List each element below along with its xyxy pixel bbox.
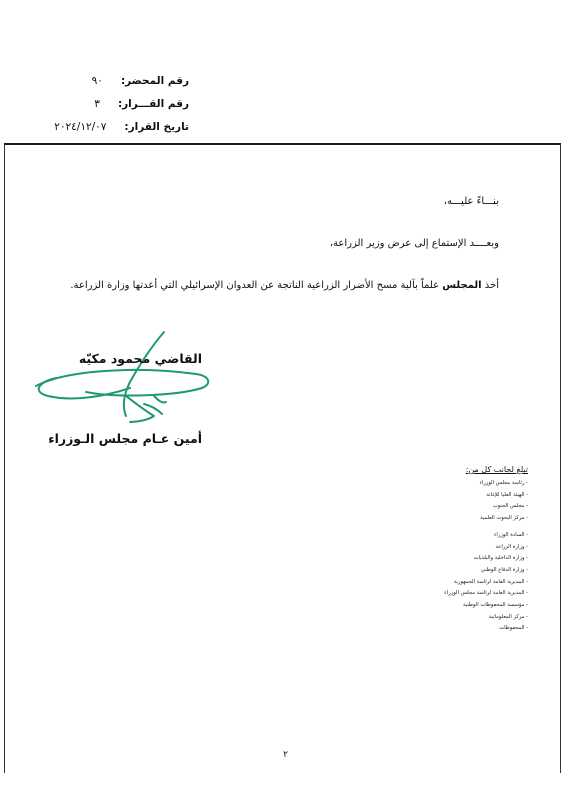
decision-number-row — [94, 98, 189, 110]
record-number-value: ٩٠ — [91, 75, 103, 87]
distribution-item: - مركز البحوث العلمية — [480, 515, 528, 522]
distribution-heading: تبلغ لجانب كل من: — [465, 465, 528, 474]
decision-prefix: أخذ — [484, 280, 499, 291]
decision-date-label: تاريخ القرار: — [124, 121, 189, 133]
distribution-item: - السادة الوزراء — [493, 531, 528, 538]
distribution-item: - مركز المعلوماتية — [488, 613, 528, 620]
decision-number-label: رقم القـــرار: — [117, 98, 189, 110]
distribution-item: - مؤسسة المحفوظات الوطنية — [462, 602, 528, 609]
signatory-name: القاضي محمود مكيّه — [78, 351, 202, 366]
body-line-after-hearing: وبعــــد الإستماع إلى عرض وزير الزراعة، — [329, 238, 499, 249]
record-number-row — [92, 75, 189, 87]
distribution-item: - المحفوظات — [499, 625, 528, 632]
distribution-item: - وزارة الدفاع الوطني — [480, 566, 528, 573]
signatory-title: أمين عـام مجلس الـوزراء — [48, 431, 202, 446]
distribution-item: - رئاسة مجلس الوزراء — [479, 480, 528, 486]
distribution-list — [398, 478, 528, 635]
distribution-item: - وزارة الزراعة — [495, 543, 528, 550]
record-number-label: رقم المحضر: — [120, 75, 189, 87]
decision-text: علماً بآلية مسح الأضرار الزراعية الناتجة عن العدوان الإسرائيلي التي أعدتها وزارة الزراعة. — [70, 280, 440, 291]
distribution-item: - المديرية العامة لرئاسة الجمهورية — [453, 578, 528, 585]
handwritten-signature — [26, 326, 216, 426]
distribution-item: - وزارة الداخلية والبلديات — [473, 555, 528, 562]
decision-date-value: ٢٠٢٤/١٢/٠٧ — [54, 121, 107, 133]
decision-number-value: ٣ — [94, 98, 100, 110]
distribution-item: - مجلس الجنوب — [492, 503, 528, 510]
decision-date-row — [54, 121, 189, 133]
distribution-item: - الهيئة العليا للإغاثة — [486, 491, 528, 498]
decision-council: المجلس — [442, 280, 482, 291]
page-number: ٢ — [283, 750, 288, 760]
body-line-accordingly: بنـــاءً عليـــه، — [443, 196, 499, 207]
distribution-block — [398, 465, 528, 635]
distribution-item: - المديرية العامة لرئاسة مجلس الوزراء — [444, 590, 528, 597]
body-line-decision — [70, 280, 499, 291]
